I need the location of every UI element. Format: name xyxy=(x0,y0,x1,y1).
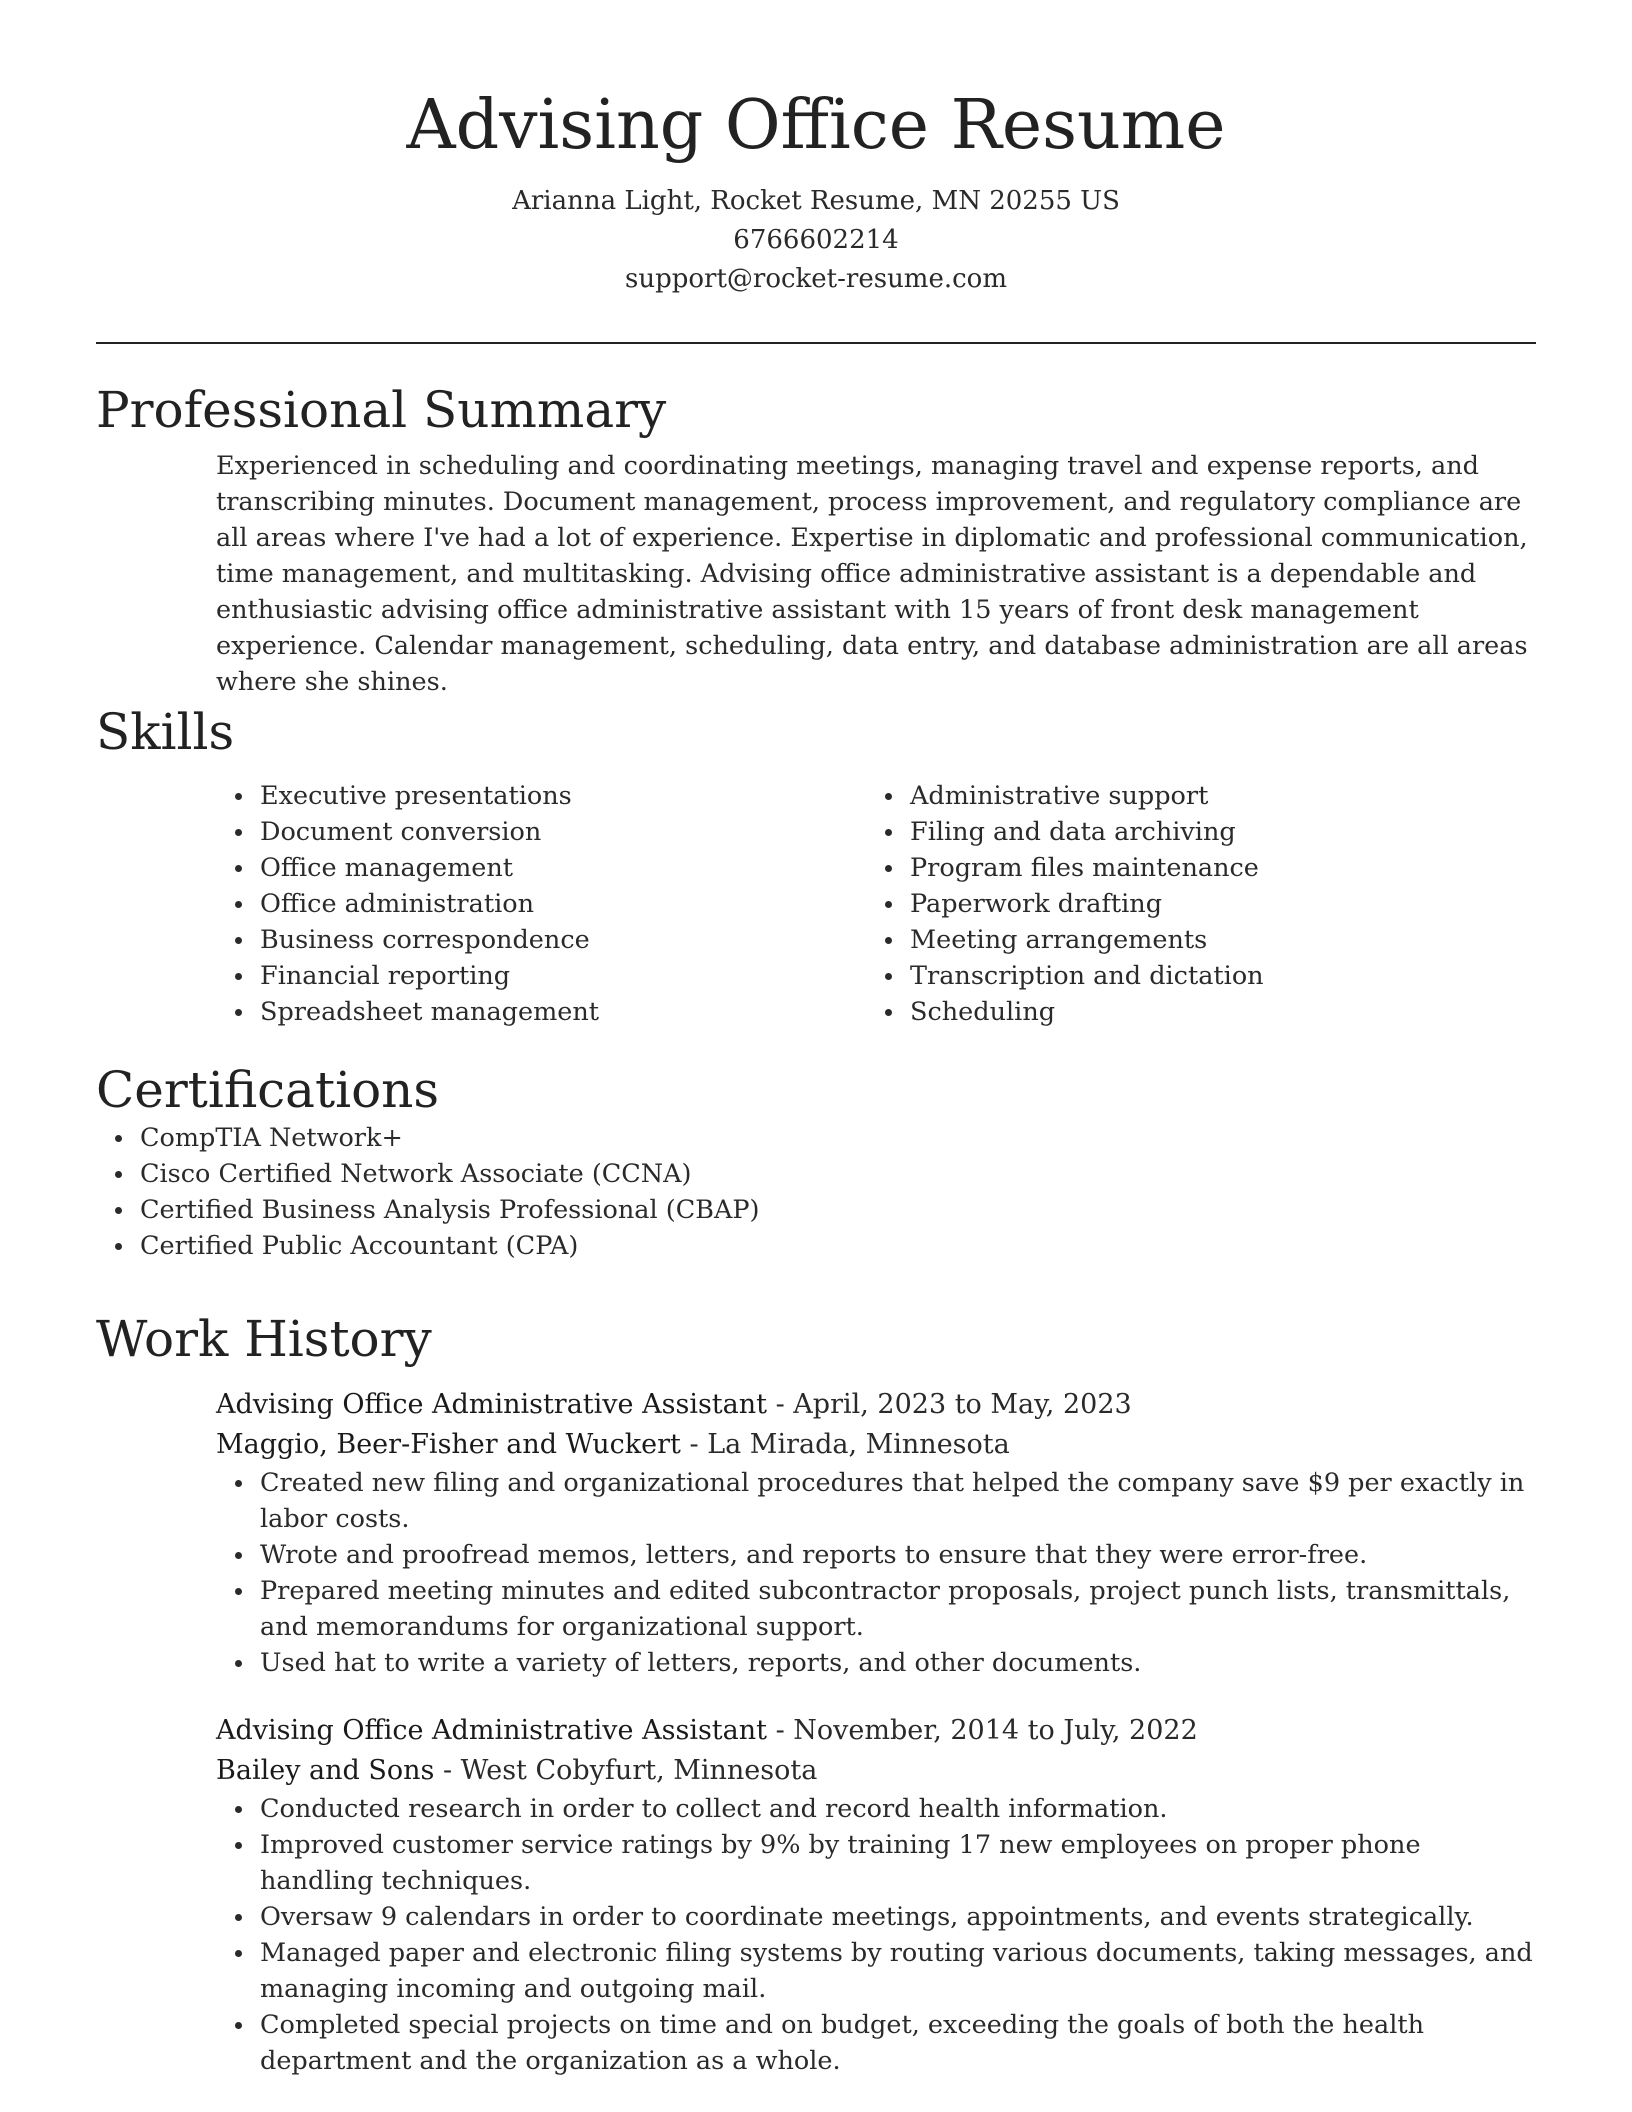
skill-item: Executive presentations xyxy=(216,778,866,814)
skill-item: Filing and data archiving xyxy=(866,814,1516,850)
job-bullet: Prepared meeting minutes and edited subcontractor proposals, project punch lists, transmittals, and memorandums for organizational support. xyxy=(216,1573,1536,1645)
certifications-section xyxy=(96,1060,1536,1264)
certification-item: Certified Public Accountant (CPA) xyxy=(96,1228,1536,1264)
job-bullet: Managed paper and electronic filing systems by routing various documents, taking messages, and managing incoming and outgoing mail. xyxy=(216,1935,1536,2007)
header-divider xyxy=(96,342,1536,344)
contact-block xyxy=(0,182,1632,299)
job-entry xyxy=(216,1711,1536,2079)
job-bullet: Improved customer service ratings by 9% by training 17 new employees on proper phone handling techniques. xyxy=(216,1827,1536,1899)
certification-item: Certified Business Analysis Professional (CBAP) xyxy=(96,1192,1536,1228)
skill-item: Administrative support xyxy=(866,778,1516,814)
resume-title: Advising Office Resume xyxy=(406,86,1226,165)
job-bullet: Conducted research in order to collect and record health information. xyxy=(216,1791,1536,1827)
job-location: - La Mirada, Minnesota xyxy=(680,1429,1010,1460)
contact-address: Arianna Light, Rocket Resume, MN 20255 US xyxy=(512,186,1120,216)
job-dates: - April, 2023 to May, 2023 xyxy=(767,1389,1132,1420)
contact-phone: 6766602214 xyxy=(733,225,899,255)
certifications-list xyxy=(96,1120,1536,1264)
job-bullet: Wrote and proofread memos, letters, and reports to ensure that they were error-free. xyxy=(216,1537,1536,1573)
summary-heading: Professional Summary xyxy=(96,381,667,439)
job-company: Bailey and Sons xyxy=(216,1755,435,1786)
job-company: Maggio, Beer-Fisher and Wuckert xyxy=(216,1429,681,1460)
skill-item: Office administration xyxy=(216,886,866,922)
job-company-line xyxy=(216,1425,1536,1465)
skills-list-right xyxy=(866,778,1516,1030)
job-bullet-list xyxy=(96,1465,1536,1681)
skill-item: Program files maintenance xyxy=(866,850,1516,886)
job-bullet: Created new filing and organizational procedures that helped the company save $9 per exactly in labor costs. xyxy=(216,1465,1536,1537)
skill-item: Office management xyxy=(216,850,866,886)
skill-item: Financial reporting xyxy=(216,958,866,994)
job-bullet: Completed special projects on time and on budget, exceeding the goals of both the health department and the organization as a whole. xyxy=(216,2007,1536,2079)
job-location: - West Cobyfurt, Minnesota xyxy=(434,1755,818,1786)
skills-heading: Skills xyxy=(96,703,235,761)
resume-header xyxy=(0,0,1632,299)
summary-text: Experienced in scheduling and coordinating meetings, managing travel and expense reports, and transcribing minutes. Document management, process improvement, and regulatory compliance are all areas where I've had a lot of experience. Expertise in diplomatic and professional communication, time management, and multitasking. Advising office administrative assistant is a dependable and enthusiastic advising office administrative assistant with 15 years of front desk management experience. Calendar management, scheduling, data entry, and database administration are all areas where she shines. xyxy=(216,451,1528,697)
skill-item: Transcription and dictation xyxy=(866,958,1516,994)
job-bullet-list xyxy=(96,1791,1536,2079)
skill-item: Document conversion xyxy=(216,814,866,850)
job-company-line xyxy=(216,1751,1536,1791)
job-title: Advising Office Administrative Assistant xyxy=(216,1715,767,1746)
job-entry xyxy=(216,1385,1536,1681)
skill-item: Scheduling xyxy=(866,994,1516,1030)
skill-item: Paperwork drafting xyxy=(866,886,1516,922)
job-bullet: Oversaw 9 calendars in order to coordinate meetings, appointments, and events strategically. xyxy=(216,1899,1536,1935)
job-title-line xyxy=(216,1385,1536,1425)
contact-email: support@rocket-resume.com xyxy=(624,264,1007,294)
skills-section xyxy=(96,702,1536,1030)
summary-section xyxy=(96,380,1536,700)
work-history-section xyxy=(96,1309,1536,2079)
skill-item: Spreadsheet management xyxy=(216,994,866,1030)
skills-list-left xyxy=(216,778,866,1030)
job-title: Advising Office Administrative Assistant xyxy=(216,1389,767,1420)
certifications-heading: Certifications xyxy=(96,1061,440,1119)
work-history-heading: Work History xyxy=(96,1310,432,1368)
skill-item: Meeting arrangements xyxy=(866,922,1516,958)
certification-item: CompTIA Network+ xyxy=(96,1120,1536,1156)
job-title-line xyxy=(216,1711,1536,1751)
skill-item: Business correspondence xyxy=(216,922,866,958)
job-bullet: Used hat to write a variety of letters, reports, and other documents. xyxy=(216,1645,1536,1681)
job-dates: - November, 2014 to July, 2022 xyxy=(767,1715,1198,1746)
skills-columns xyxy=(216,778,1536,1030)
certification-item: Cisco Certified Network Associate (CCNA) xyxy=(96,1156,1536,1192)
